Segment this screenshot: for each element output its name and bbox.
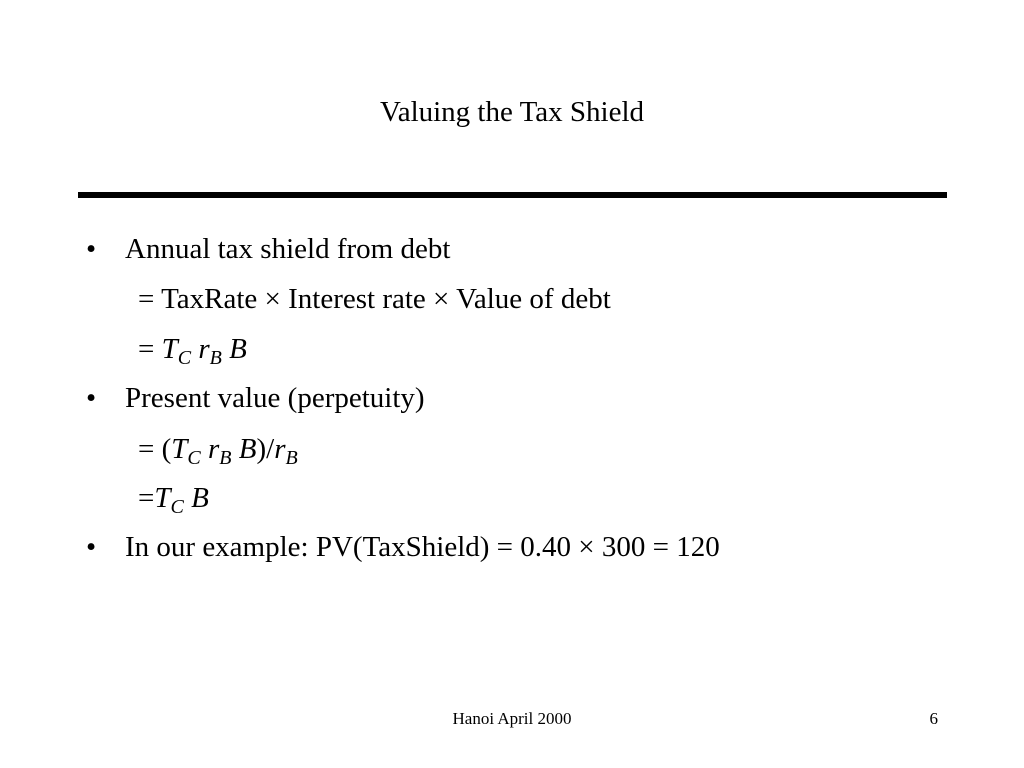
bullet-text: Present value (perpetuity) xyxy=(125,382,425,414)
subscript-b: B xyxy=(209,347,222,369)
bullet-text: Annual tax shield from debt xyxy=(125,233,451,265)
title-divider xyxy=(78,192,947,198)
subscript-c: C xyxy=(187,447,201,469)
formula-expression xyxy=(138,332,247,375)
formula-expression xyxy=(138,432,298,475)
equals-paren: = ( xyxy=(138,433,172,465)
slide-title: Valuing the Tax Shield xyxy=(379,96,645,128)
bullet-marker: • xyxy=(86,233,97,265)
variable-b: B xyxy=(229,333,247,365)
variable-r: r xyxy=(208,433,220,465)
equals-sign: = xyxy=(138,333,162,365)
footer-text: Hanoi April 2000 xyxy=(452,709,572,728)
bullet-marker: • xyxy=(86,531,97,563)
variable-r-denominator: r xyxy=(274,433,286,465)
variable-t: T xyxy=(171,433,188,465)
close-paren-divide: )/ xyxy=(256,433,275,465)
subscript-c: C xyxy=(177,347,192,369)
variable-t: T xyxy=(161,333,178,365)
equals-sign: = xyxy=(138,482,155,514)
page-number: 6 xyxy=(929,709,938,728)
bullet-marker: • xyxy=(86,382,97,414)
variable-t: T xyxy=(154,482,171,514)
formula-text: = TaxRate × Interest rate × Value of debt xyxy=(138,283,611,315)
variable-r: r xyxy=(198,333,210,365)
formula-expression xyxy=(138,481,209,524)
subscript-b: B xyxy=(219,447,232,469)
bullet-text: In our example: PV(TaxShield) = 0.40 × 300 = 120 xyxy=(125,531,720,563)
variable-b: B xyxy=(238,433,257,465)
subscript-c: C xyxy=(170,496,184,518)
subscript-b-denominator: B xyxy=(285,447,298,469)
variable-b: B xyxy=(191,482,209,514)
